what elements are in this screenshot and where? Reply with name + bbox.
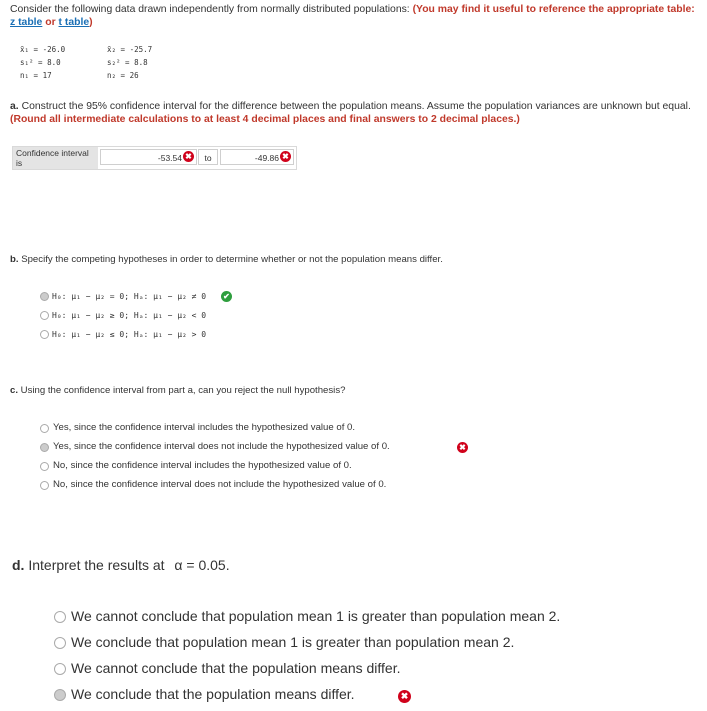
reject-option-2-radio[interactable]	[40, 443, 49, 452]
confidence-interval-table	[12, 146, 297, 170]
part-a-prompt: a. Construct the 95% confidence interval for the difference between the population means. Assume the population variances are unknown but equal. (Round all intermediate calculations to at least 4 decimal places and final answers to 2 decimal places.)	[10, 101, 691, 125]
interpret-incorrect-icon: ✖	[398, 690, 411, 703]
interpret-option-1: We cannot conclude that population mean 1 is greater than population mean 2.	[71, 608, 561, 624]
ci-lower-incorrect-icon: ✖	[183, 151, 194, 162]
sample-1-size: n₁ = 17	[20, 71, 52, 80]
interpret-option-3: We cannot conclude that the population means differ.	[71, 660, 401, 676]
interpret-option-2: We conclude that population mean 1 is greater than population mean 2.	[71, 634, 515, 650]
sample-2-mean: x̄₂ = -25.7	[107, 45, 153, 54]
interpret-option-3-radio[interactable]	[54, 663, 66, 675]
reject-option-1-radio[interactable]	[40, 424, 49, 433]
reject-option-2: Yes, since the confidence interval does not include the hypothesized value of 0.	[53, 441, 390, 452]
hypothesis-option-3-radio[interactable]	[40, 330, 49, 339]
interpret-option-1-radio[interactable]	[54, 611, 66, 623]
part-d-prompt: d. Interpret the results at α = 0.05.	[12, 557, 230, 573]
reject-option-4: No, since the confidence interval does not include the hypothesized value of 0.	[53, 479, 387, 490]
intro-emphasis: (You may find it useful to reference the appropriate table: z table or t table)	[10, 4, 695, 28]
question-intro	[10, 3, 700, 29]
t-table-link[interactable]: t table	[58, 17, 90, 28]
sample-1-variance: s₁² = 8.0	[20, 58, 61, 67]
intro-text: Consider the following data drawn independently from normally distributed populations:	[10, 4, 413, 15]
reject-option-3-radio[interactable]	[40, 462, 49, 471]
sample-2-variance: s₂² = 8.8	[107, 58, 148, 67]
sample-1-stats	[20, 43, 65, 82]
reject-option-3: No, since the confidence interval includes the hypothesized value of 0.	[53, 460, 352, 471]
confidence-interval-label: Confidence interval is	[13, 147, 98, 169]
hypothesis-correct-icon: ✔	[221, 291, 232, 302]
sample-2-stats	[107, 43, 152, 82]
part-a-rounding-note: (Round all intermediate calculations to at least 4 decimal places and final answers to 2 decimal places.)	[10, 114, 520, 125]
reject-option-1: Yes, since the confidence interval includes the hypothesized value of 0.	[53, 422, 356, 433]
hypothesis-option-1: H₀: μ₁ − μ₂ = 0; Hₐ: μ₁ − μ₂ ≠ 0	[52, 292, 207, 301]
alpha-value: α = 0.05.	[174, 557, 230, 573]
sample-2-size: n₂ = 26	[107, 71, 139, 80]
ci-lower-input[interactable]: -53.54	[100, 149, 197, 165]
hypothesis-option-2: H₀: μ₁ − μ₂ ≥ 0; Hₐ: μ₁ − μ₂ < 0	[52, 311, 207, 320]
part-c-prompt: c. Using the confidence interval from part a, can you reject the null hypothesis?	[10, 385, 346, 396]
ci-upper-input[interactable]: -49.86	[220, 149, 294, 165]
reject-option-4-radio[interactable]	[40, 481, 49, 490]
hypothesis-option-2-radio[interactable]	[40, 311, 49, 320]
hypothesis-option-1-radio[interactable]	[40, 292, 49, 301]
hypothesis-option-3: H₀: μ₁ − μ₂ ≤ 0; Hₐ: μ₁ − μ₂ > 0	[52, 330, 207, 339]
sample-1-mean: x̄₁ = -26.0	[20, 45, 66, 54]
interpret-option-2-radio[interactable]	[54, 637, 66, 649]
reject-incorrect-icon: ✖	[457, 442, 468, 453]
z-table-link[interactable]: z table	[10, 17, 43, 28]
interpret-option-4-radio[interactable]	[54, 689, 66, 701]
interpret-option-4: We conclude that the population means differ.	[71, 686, 355, 702]
part-b-prompt: b. Specify the competing hypotheses in order to determine whether or not the population means differ.	[10, 254, 443, 265]
ci-to-label: to	[198, 149, 218, 165]
ci-upper-incorrect-icon: ✖	[280, 151, 291, 162]
